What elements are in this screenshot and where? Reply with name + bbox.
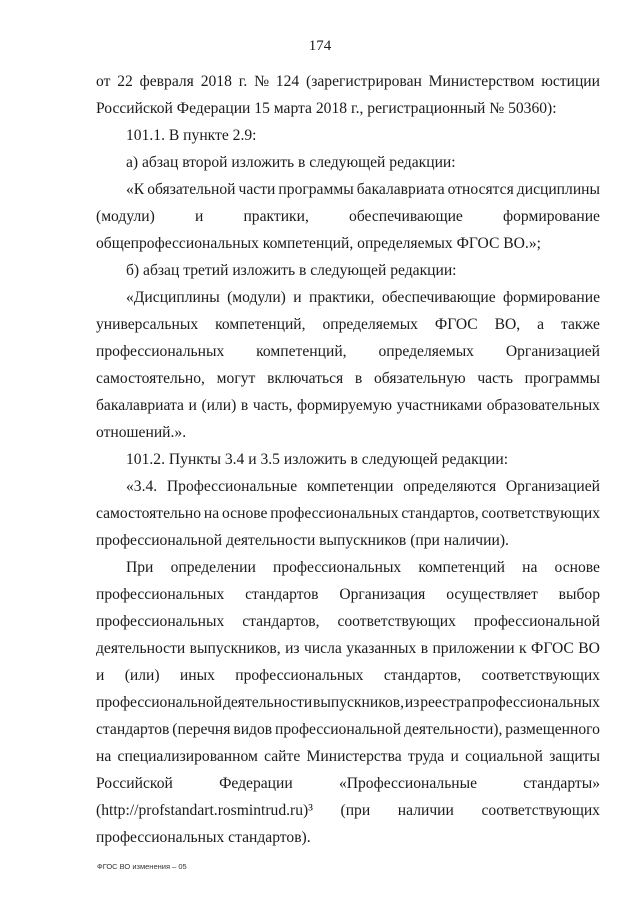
word: Федерации <box>219 775 293 792</box>
word: (модули) <box>227 289 286 306</box>
word: «К <box>126 181 145 198</box>
word: стандартов, <box>383 667 462 684</box>
text-line: 101.1. В пункте 2.9: <box>126 127 257 144</box>
word: соответствующих <box>481 667 600 684</box>
word: приложении <box>432 640 515 657</box>
text-line: 101.2. Пункты 3.4 и 3.5 изложить в следующей редакции: <box>126 451 509 468</box>
word: обязательной <box>147 181 236 198</box>
word: профессиональных <box>96 343 225 360</box>
word: 124 <box>275 73 300 90</box>
word: определяются <box>403 478 497 495</box>
word: 22 <box>117 73 133 90</box>
word: профессиональных <box>96 586 225 603</box>
word: основе <box>554 559 600 576</box>
word: часть, <box>252 397 293 414</box>
word: деятельности), <box>404 721 503 738</box>
word: соответствующих <box>481 505 600 522</box>
text-line <box>96 203 600 230</box>
word: на <box>203 505 220 522</box>
word: часть <box>477 370 513 387</box>
word: (при <box>340 802 371 819</box>
text-line: профессиональных стандартов). <box>96 829 311 846</box>
text-line <box>96 716 600 743</box>
word: профессиональной <box>275 721 402 738</box>
word: специализированном <box>117 748 258 765</box>
text-line: Российской Федерации 15 марта 2018 г., регистрационный № 50360): <box>96 100 557 117</box>
word: бакалавриата <box>356 181 445 198</box>
word: компетенции <box>306 478 394 495</box>
text-line <box>96 176 600 203</box>
text-line: отношений.». <box>96 424 187 441</box>
text-line <box>96 392 600 419</box>
word: практики, <box>309 289 375 306</box>
word: № <box>254 73 269 90</box>
word: практики, <box>243 208 309 225</box>
word: профессиональной <box>473 613 600 630</box>
word: (http://profstandart.rosmintrud.ru)³ <box>96 802 313 819</box>
word: ФГОС <box>531 640 574 657</box>
word: программы <box>278 181 354 198</box>
word: социальной <box>465 748 543 765</box>
word: определении <box>170 559 256 576</box>
text-line <box>96 743 600 770</box>
word: соответствующих <box>481 802 600 819</box>
word: осуществляет <box>446 586 538 603</box>
text-line <box>96 68 600 95</box>
word: могут <box>216 370 256 387</box>
text-line <box>96 311 600 338</box>
word: Организацией <box>505 343 600 360</box>
word: обеспечивающие <box>381 289 496 306</box>
word: профессиональной <box>96 694 223 711</box>
word: (модули) <box>96 208 155 225</box>
word: труда <box>407 748 445 765</box>
word: видов <box>233 721 273 738</box>
word: компетенций, <box>215 316 306 333</box>
text-line <box>96 473 600 500</box>
word: также <box>560 316 600 333</box>
word: сайте <box>264 748 301 765</box>
word: стандартов <box>96 721 170 738</box>
word: образовательных <box>486 397 600 414</box>
word: Организация <box>339 586 426 603</box>
word: выбор <box>558 586 600 603</box>
word: деятельности <box>96 640 186 657</box>
text-line <box>96 662 600 689</box>
page-number: 174 <box>308 38 332 54</box>
word: выпускников, <box>189 640 281 657</box>
word: 2018 <box>200 73 232 90</box>
word: реестра <box>420 694 471 711</box>
word: на <box>522 559 538 576</box>
word: числа <box>303 640 342 657</box>
word: деятельности <box>222 694 313 711</box>
word: профессиональных <box>270 505 399 522</box>
word: профессиональных <box>471 694 600 711</box>
word: профессиональных <box>272 559 402 576</box>
word: самостоятельно, <box>96 370 205 387</box>
word: февраля <box>139 73 194 90</box>
word: в <box>240 397 249 414</box>
word: формирование <box>503 208 600 225</box>
word: профессиональных <box>96 613 225 630</box>
word: участниками <box>396 397 483 414</box>
word: основе <box>222 505 268 522</box>
word: дисциплины <box>516 181 600 198</box>
word: от <box>96 73 111 90</box>
word: Министерства <box>306 748 402 765</box>
text-line <box>96 338 600 365</box>
word: соответствующих <box>337 613 456 630</box>
word: и <box>293 289 302 306</box>
body-text <box>96 68 600 851</box>
word: включаться <box>267 370 344 387</box>
word: из <box>285 640 300 657</box>
text-line <box>96 581 600 608</box>
word: наличии <box>397 802 454 819</box>
word: самостоятельно <box>96 505 202 522</box>
word: стандартов <box>245 586 319 603</box>
word: Организацией <box>505 478 600 495</box>
word: размещенного <box>505 721 600 738</box>
text-line <box>96 365 600 392</box>
word: формируемую <box>296 397 393 414</box>
word: части <box>238 181 276 198</box>
text-line: профессиональной деятельности выпускников (при наличии). <box>96 532 509 549</box>
word: иных <box>179 667 215 684</box>
word: и <box>96 667 105 684</box>
word: и <box>188 397 197 414</box>
text-line <box>96 635 600 662</box>
text-line <box>96 770 600 797</box>
word: бакалавриата <box>96 397 184 414</box>
word: указанных <box>346 640 417 657</box>
footer-note: ФГОС ВО изменения – 05 <box>97 862 187 871</box>
word: обеспечивающие <box>349 208 463 225</box>
word: и <box>194 208 204 225</box>
word: ВО, <box>494 316 521 333</box>
word: юстиции <box>541 73 600 90</box>
text-line <box>96 689 600 716</box>
word: «Профессиональные <box>338 775 478 792</box>
word: определяемых <box>378 343 474 360</box>
word: выпускников, <box>313 694 405 711</box>
text-line: а) абзац второй изложить в следующей редакции: <box>126 154 456 171</box>
word: (зарегистрирован <box>306 73 422 90</box>
text-line <box>96 554 600 581</box>
word: (или) <box>201 397 237 414</box>
word: формирование <box>503 289 600 306</box>
word: Министерством <box>428 73 535 90</box>
word: При <box>126 559 154 576</box>
text-line <box>96 608 600 635</box>
word: стандартов, <box>401 505 479 522</box>
text-line <box>96 797 600 824</box>
word: из <box>404 694 420 711</box>
text-line: общепрофессиональных компетенций, определяемых ФГОС ВО.»; <box>96 235 541 252</box>
word: профессиональных <box>235 667 364 684</box>
word: к <box>519 640 527 657</box>
word: стандартов, <box>242 613 320 630</box>
word: определяемых <box>322 316 418 333</box>
word: «3.4. <box>126 478 158 495</box>
word: универсальных <box>96 316 199 333</box>
word: компетенций, <box>256 343 347 360</box>
word: в <box>420 640 429 657</box>
word: на <box>96 748 112 765</box>
word: Российской <box>96 775 173 792</box>
word: ВО <box>578 640 600 657</box>
word: г. <box>238 73 248 90</box>
text-line <box>96 284 600 311</box>
word: Профессиональные <box>166 478 298 495</box>
word: и <box>450 748 459 765</box>
word: а <box>537 316 545 333</box>
word: (перечня <box>172 721 231 738</box>
word: компетенций <box>418 559 505 576</box>
word: «Дисциплины <box>126 289 220 306</box>
word: программы <box>524 370 600 387</box>
word: относятся <box>447 181 514 198</box>
word: защиты <box>549 748 600 765</box>
word: (или) <box>124 667 160 684</box>
word: в <box>354 370 363 387</box>
word: стандарты» <box>523 775 600 792</box>
text-line <box>96 500 600 527</box>
word: обязательную <box>374 370 466 387</box>
text-line: б) абзац третий изложить в следующей редакции: <box>126 262 457 279</box>
word: ФГОС <box>434 316 478 333</box>
